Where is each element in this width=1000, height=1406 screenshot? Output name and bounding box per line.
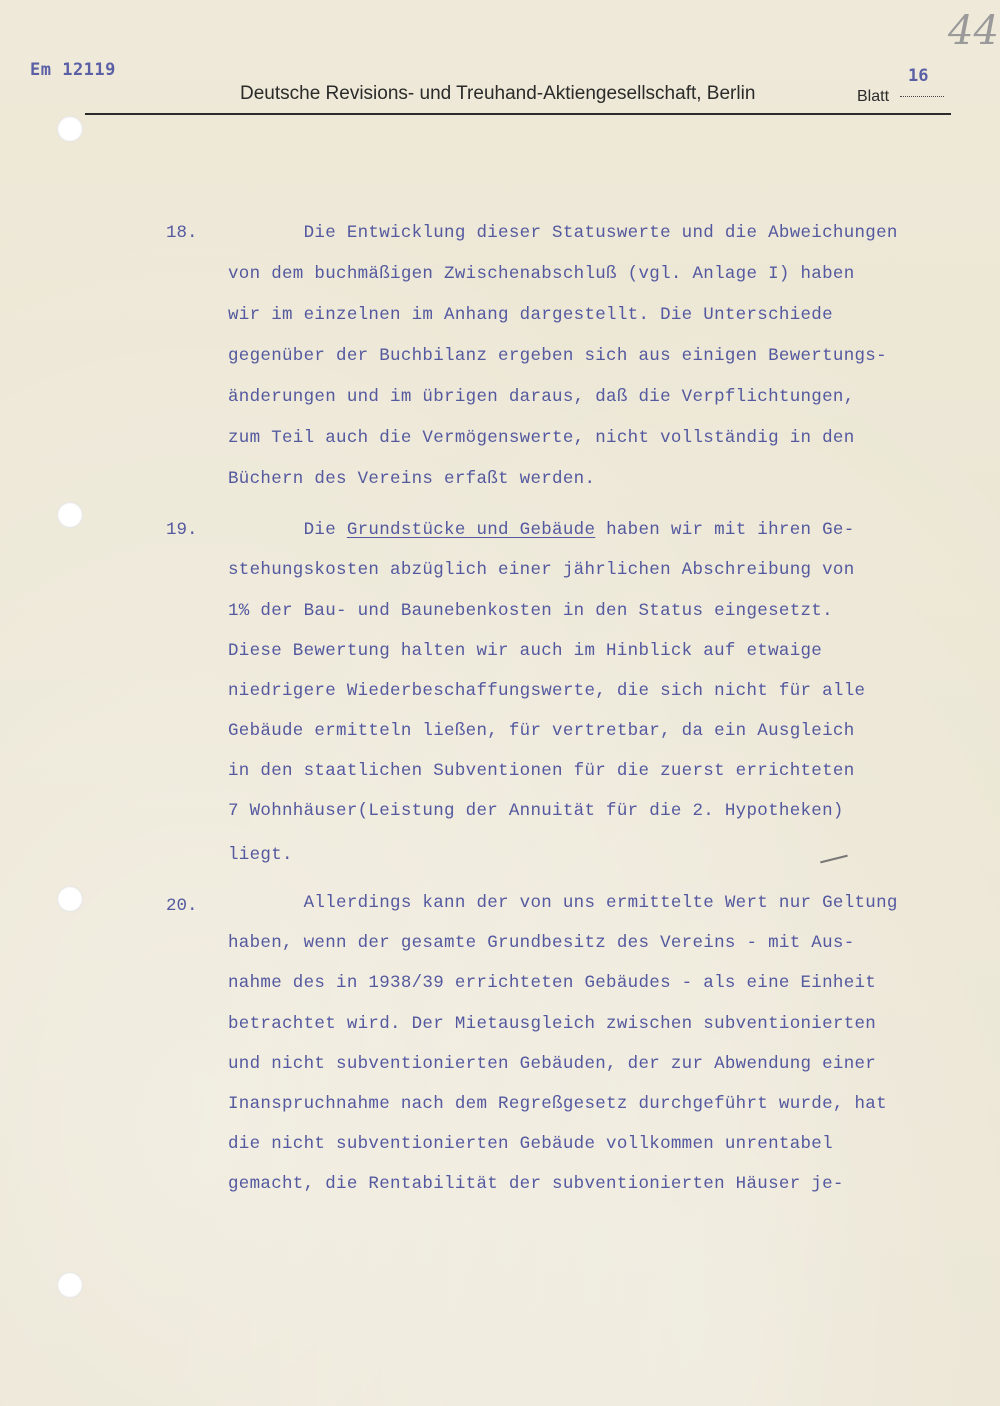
text-line: betrachtet wird. Der Mietausgleich zwischen subventionierten — [228, 1014, 877, 1034]
text-line: Büchern des Vereins erfaßt werden. — [228, 469, 596, 489]
text-line-start: Die — [228, 520, 347, 540]
text-line: niedrigere Wiederbeschaffungswerte, die sich nicht für alle — [228, 681, 866, 701]
text-line: wir im einzelnen im Anhang dargestellt. Die Unterschiede — [228, 305, 833, 325]
underlined-phrase: Grundstücke und Gebäude — [346, 520, 596, 540]
text-line: haben, wenn der gesamte Grundbesitz des Vereins - mit Aus- — [228, 933, 855, 953]
text-line: änderungen und im übrigen daraus, daß die Verpflichtungen, — [228, 387, 855, 407]
text-line: von dem buchmäßigen Zwischenabschluß (vgl. Anlage I) haben — [228, 264, 855, 284]
text-line: Inanspruchnahme nach dem Regreßgesetz durchgeführt wurde, hat — [228, 1094, 887, 1114]
sheet-number: 16 — [908, 66, 929, 86]
text-line: Gebäude ermitteln ließen, für vertretbar, da ein Ausgleich — [228, 721, 855, 741]
paragraph-number-18: 18. — [166, 223, 198, 243]
punch-hole — [57, 116, 83, 142]
text-line: nahme des in 1938/39 errichteten Gebäudes - als eine Einheit — [228, 973, 877, 993]
sheet-number-dotted-line — [900, 96, 944, 97]
text-line-end: haben wir mit ihren Ge- — [595, 520, 855, 540]
paragraph-number-19: 19. — [166, 520, 198, 540]
punch-hole — [57, 1272, 83, 1298]
text-line: Allerdings kann der von uns ermittelte Wert nur Geltung — [228, 893, 898, 913]
text-line: gegenüber der Buchbilanz ergeben sich aus einigen Bewertungs- — [228, 346, 887, 366]
handwritten-folio-number: 44 — [948, 8, 999, 54]
text-line: und nicht subventionierten Gebäuden, der zur Abwendung einer — [228, 1054, 877, 1074]
header-rule — [85, 113, 951, 115]
company-letterhead: Deutsche Revisions- und Treuhand-Aktiengesellschaft, Berlin — [240, 83, 756, 104]
text-line — [228, 520, 855, 540]
text-line: in den staatlichen Subventionen für die zuerst errichteten — [228, 761, 855, 781]
sheet-label: Blatt — [857, 88, 890, 105]
text-line: gemacht, die Rentabilität der subventionierten Häuser je- — [228, 1174, 844, 1194]
text-line: die nicht subventionierten Gebäude vollkommen unrentabel — [228, 1134, 833, 1154]
pencil-mark — [820, 855, 848, 864]
text-line: zum Teil auch die Vermögenswerte, nicht vollständig in den — [228, 428, 855, 448]
text-line: 1% der Bau- und Baunebenkosten in den Status eingesetzt. — [228, 601, 833, 621]
paragraph-number-20: 20. — [166, 896, 198, 916]
punch-hole — [57, 886, 83, 912]
text-line: stehungskosten abzüglich einer jährlichen Abschreibung von — [228, 560, 855, 580]
document-id: Em 12119 — [30, 60, 116, 80]
text-line: Die Entwicklung dieser Statuswerte und die Abweichungen — [228, 223, 898, 243]
text-line: Diese Bewertung halten wir auch im Hinblick auf etwaige — [228, 641, 823, 661]
text-line: liegt. — [228, 845, 293, 865]
punch-hole — [57, 502, 83, 528]
text-line: 7 Wohnhäuser(Leistung der Annuität für die 2. Hypotheken) — [228, 801, 844, 821]
